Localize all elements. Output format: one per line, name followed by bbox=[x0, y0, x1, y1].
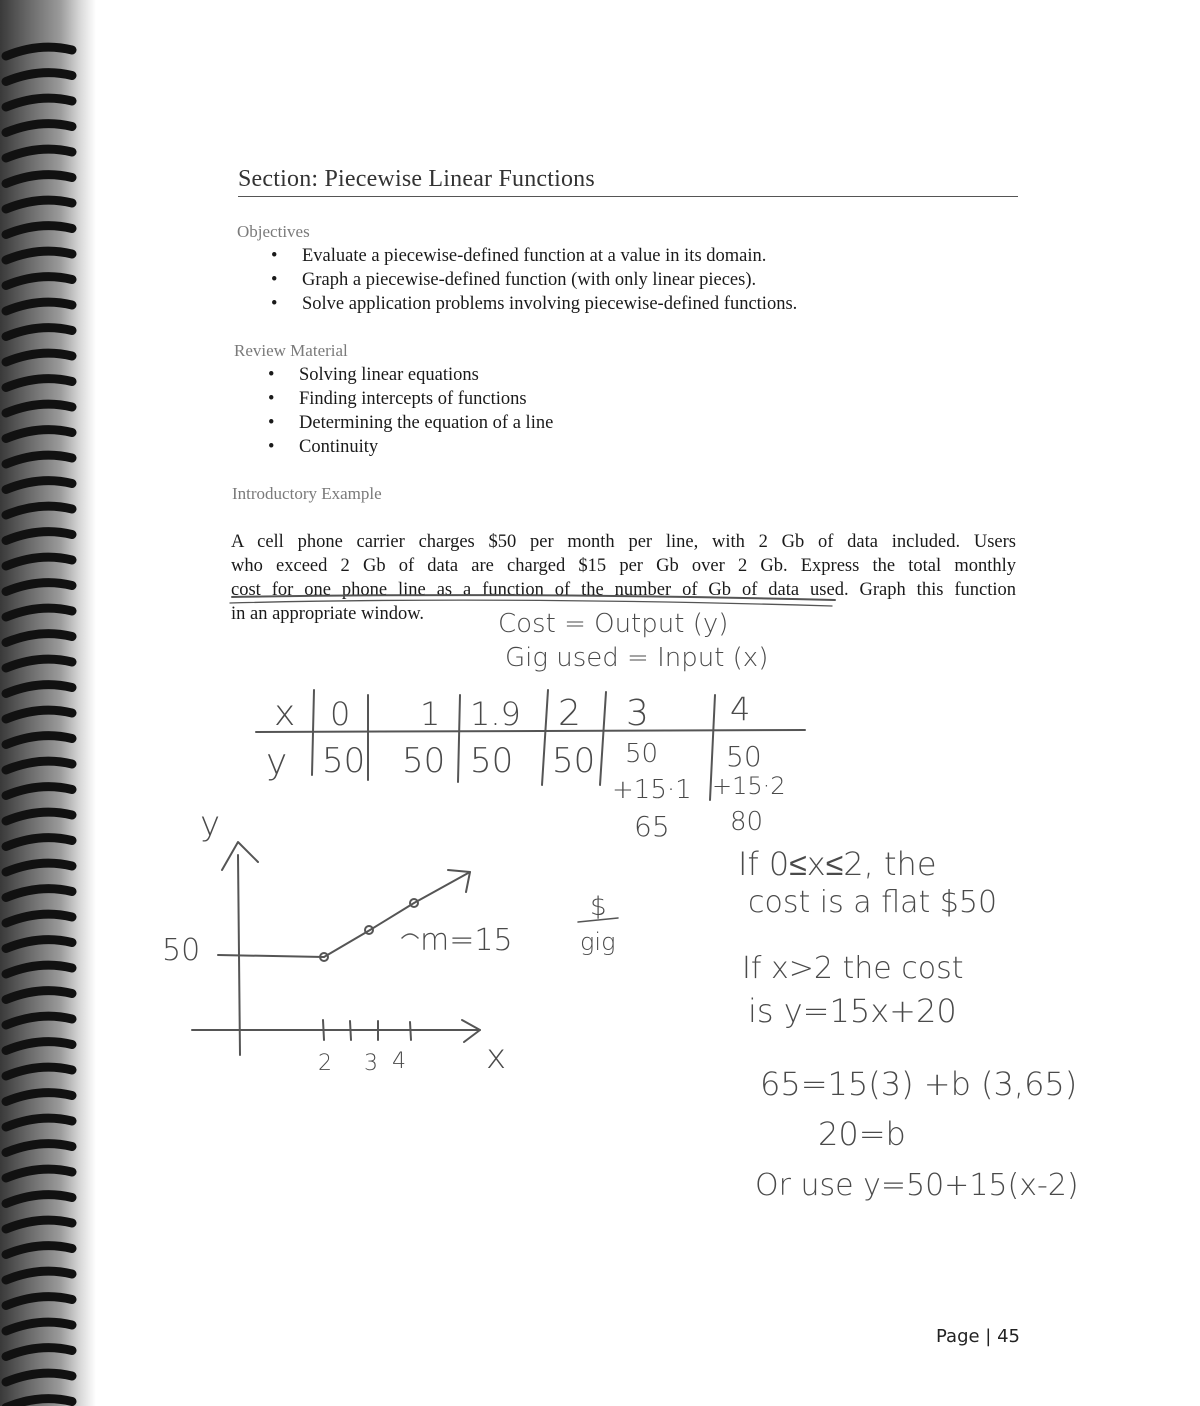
table-y-result: 65 bbox=[634, 810, 670, 843]
pencil-underline-2 bbox=[230, 600, 832, 606]
note-work-line2: 20=b bbox=[818, 1115, 906, 1153]
table-y-result: 80 bbox=[730, 807, 764, 837]
table-y-extra: +15·2 bbox=[712, 772, 786, 800]
list-item: • Graph a piecewise-defined function (with only linear pieces). bbox=[302, 268, 797, 292]
graph-slope: m=15 bbox=[420, 923, 513, 958]
slope-pointer bbox=[402, 934, 418, 938]
paragraph-line: cost for one phone line as a function of the number of Gb of data used. Graph this function bbox=[231, 580, 1016, 600]
note-cost-output: Cost = Output (y) bbox=[498, 609, 729, 639]
graph-y-tick: 50 bbox=[162, 933, 201, 968]
note-work-line1: 65=15(3) +b (3,65) bbox=[760, 1065, 1078, 1103]
intro-heading: Introductory Example bbox=[232, 484, 382, 503]
list-item: • Evaluate a piecewise-defined function at a value in its domain. bbox=[302, 244, 797, 268]
paragraph-line: A cell phone carrier charges $50 per month per line, with 2 Gb of data included. Users bbox=[231, 532, 1016, 552]
paragraph-line: in an appropriate window. bbox=[231, 604, 424, 624]
note-rule2-line2: is y=15x+20 bbox=[748, 992, 957, 1030]
table-divider bbox=[542, 690, 548, 785]
table-x-value: 1 bbox=[420, 695, 441, 733]
review-heading: Review Material bbox=[234, 341, 348, 360]
graph-x-tick: 3 bbox=[364, 1051, 378, 1076]
list-item: • Determining the equation of a line bbox=[299, 411, 553, 435]
list-item: • Continuity bbox=[299, 435, 553, 459]
table-x-label: x bbox=[274, 693, 296, 734]
table-y-value: 50 bbox=[470, 741, 514, 781]
table-x-value: 3 bbox=[626, 693, 649, 734]
note-rule2-line1: If x>2 the cost bbox=[742, 951, 964, 986]
table-y-value: 50 bbox=[322, 741, 366, 781]
table-y-extra: +15·1 bbox=[612, 775, 692, 805]
table-y-label: y bbox=[266, 742, 288, 783]
table-y-value: 50 bbox=[726, 740, 762, 773]
slope-unit-top: $ bbox=[590, 892, 607, 922]
table-x-value: 4 bbox=[730, 690, 751, 728]
list-item: • Solving linear equations bbox=[299, 363, 553, 387]
graph-x-tick: 4 bbox=[392, 1049, 406, 1074]
list-item: • Solve application problems involving piecewise-defined functions. bbox=[302, 292, 797, 316]
value-table bbox=[256, 690, 805, 843]
table-y-value: 50 bbox=[402, 741, 446, 781]
table-divider bbox=[600, 692, 606, 785]
list-item: • Finding intercepts of functions bbox=[299, 387, 553, 411]
table-divider bbox=[458, 695, 460, 782]
flat-piece bbox=[218, 955, 324, 957]
slope-unit-bottom: gig bbox=[580, 928, 616, 956]
note-gig-input: Gig used = Input (x) bbox=[505, 643, 769, 673]
table-y-value: 50 bbox=[625, 739, 659, 769]
table-x-value: 0 bbox=[330, 695, 351, 733]
table-x-value: 2 bbox=[558, 693, 581, 734]
table-x-value: 1.9 bbox=[470, 695, 521, 733]
note-rule1-line2: cost is a flat $50 bbox=[748, 885, 998, 920]
graph-y-label: y bbox=[200, 804, 221, 844]
note-work-line3: Or use y=50+15(x-2) bbox=[755, 1168, 1079, 1203]
graph-x-tick: 2 bbox=[318, 1051, 332, 1076]
section-title: Section: Piecewise Linear Functions bbox=[238, 166, 595, 192]
paragraph-line: who exceed 2 Gb of data are charged $15 per Gb over 2 Gb. Express the total monthly bbox=[231, 556, 1016, 576]
table-divider bbox=[312, 690, 314, 775]
page-number: Page | 45 bbox=[936, 1326, 1020, 1347]
graph-x-label: x bbox=[486, 1037, 507, 1077]
pencil-underline bbox=[232, 595, 835, 600]
y-axis-arrow bbox=[222, 842, 258, 870]
table-y-value: 50 bbox=[552, 741, 596, 781]
note-rule1-line1: If 0≤x≤2, the bbox=[738, 845, 937, 883]
objectives-heading: Objectives bbox=[237, 222, 310, 241]
sketch-graph bbox=[162, 804, 618, 1077]
